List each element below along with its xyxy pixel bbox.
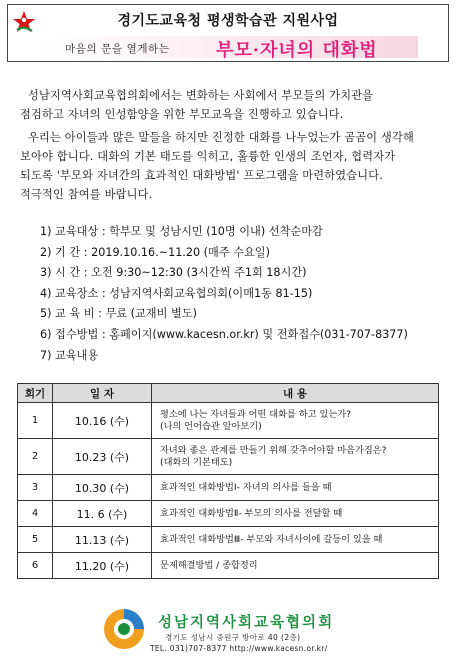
table-row bbox=[18, 501, 439, 527]
info-place: 4) 교육장소 : 성남지역사회교육협의회(이매1동 81-15) bbox=[40, 286, 313, 300]
org-name: 성남지역사회교육협의회 bbox=[158, 615, 335, 631]
table-header-row bbox=[18, 384, 439, 403]
session-content bbox=[152, 439, 439, 475]
session-content bbox=[152, 403, 439, 439]
header-date: 일 자 bbox=[53, 384, 152, 403]
info-apply: 6) 접수방법 : 홈페이지(www.kacesn.or.kr) 및 전화접수(031-707-8377) bbox=[40, 327, 408, 341]
content-line: 효과적인 대화방법Ⅲ- 부모와 자녀사이에 갈등이 있을 때 bbox=[160, 533, 383, 545]
org-contact: TEL. 031)707-8377 http://www.kacesn.or.kr/ bbox=[150, 644, 328, 653]
table-row bbox=[18, 403, 439, 439]
session-content bbox=[152, 527, 439, 553]
org-logo-icon bbox=[100, 605, 148, 653]
session-date: 10.16 (수) bbox=[53, 403, 152, 439]
table-row bbox=[18, 553, 439, 579]
session-date: 11. 6 (수) bbox=[53, 501, 152, 527]
content-line: 문제해결방법 / 종합정리 bbox=[160, 559, 258, 571]
content-line: 효과적인 대화방법Ⅰ- 자녀의 의사를 들을 때 bbox=[160, 481, 332, 493]
content-line: 자녀와 좋은 관계를 만들기 위해 갖추어야할 마음가짐은? bbox=[160, 444, 387, 456]
header-content: 내 용 bbox=[152, 384, 439, 403]
session-content bbox=[152, 553, 439, 579]
info-fee: 5) 교 육 비 : 무료 (교재비 별도) bbox=[40, 307, 197, 321]
info-list bbox=[40, 222, 460, 366]
schedule-table bbox=[17, 383, 439, 579]
session-content bbox=[152, 475, 439, 501]
content-subline: (나의 언어습관 알아보기) bbox=[160, 420, 262, 432]
content-line: 평소에 나는 자녀들과 어떤 대화를 하고 있는가? bbox=[160, 408, 352, 420]
session-number: 5 bbox=[18, 527, 53, 553]
session-number: 2 bbox=[18, 439, 53, 475]
session-content bbox=[152, 501, 439, 527]
session-date: 11.13 (수) bbox=[53, 527, 152, 553]
subtitle-banner bbox=[38, 36, 418, 61]
header-title: 경기도교육청 평생학습관 지원사업 bbox=[117, 13, 339, 29]
session-date: 10.30 (수) bbox=[53, 475, 152, 501]
session-number: 3 bbox=[18, 475, 53, 501]
info-time: 3) 시 간 : 오전 9:30~12:30 (3시간씩 주1회 18시간) bbox=[40, 266, 307, 280]
table-row bbox=[18, 527, 439, 553]
content-subline: (대화의 기본태도) bbox=[160, 456, 233, 468]
session-number: 6 bbox=[18, 553, 53, 579]
header-session: 회기 bbox=[18, 384, 53, 403]
header-box bbox=[7, 4, 449, 62]
content-line: 효과적인 대화방법Ⅱ- 부모의 의사를 전달할 때 bbox=[160, 507, 343, 519]
intro-paragraph-2: 우리는 아이들과 많은 말들을 하지만 진정한 대화를 나누었는가 곰곰이 생각해 보아야 합니다. 대화의 기본 태도를 익히고, 훌륭한 인생의 조언자, 협력자가 되도록 '부모와 자녀간의 효과적인 대화방법' 프로그램을 마련하였습니다. 적극적인 참여를 바랍니다. bbox=[20, 131, 415, 201]
subtitle-big: 부모·자녀의 대화법 bbox=[216, 40, 378, 61]
session-date: 10.23 (수) bbox=[53, 439, 152, 475]
session-date: 11.20 (수) bbox=[53, 553, 152, 579]
info-period: 2) 기 간 : 2019.10.16.~11.20 (매주 수요일) bbox=[40, 245, 270, 259]
info-content: 7) 교육내용 bbox=[40, 348, 99, 362]
info-target: 1) 교육대상 : 학부모 및 성남시민 (10명 이내) 선착순마감 bbox=[40, 225, 323, 238]
session-number: 1 bbox=[18, 403, 53, 439]
session-number: 4 bbox=[18, 501, 53, 527]
subtitle-small: 마음의 문을 열게하는 bbox=[65, 43, 170, 55]
org-address: 경기도 성남시 중원구 방아로 40 (2층) bbox=[165, 633, 301, 642]
table-row bbox=[18, 439, 439, 475]
intro-paragraph-1: 성남지역사회교육협의회에서는 변화하는 사회에서 부모들의 가치관을 점검하고 자녀의 인성함양을 위한 부모교육을 진행하고 있습니다. bbox=[20, 89, 374, 121]
table-row bbox=[18, 475, 439, 501]
